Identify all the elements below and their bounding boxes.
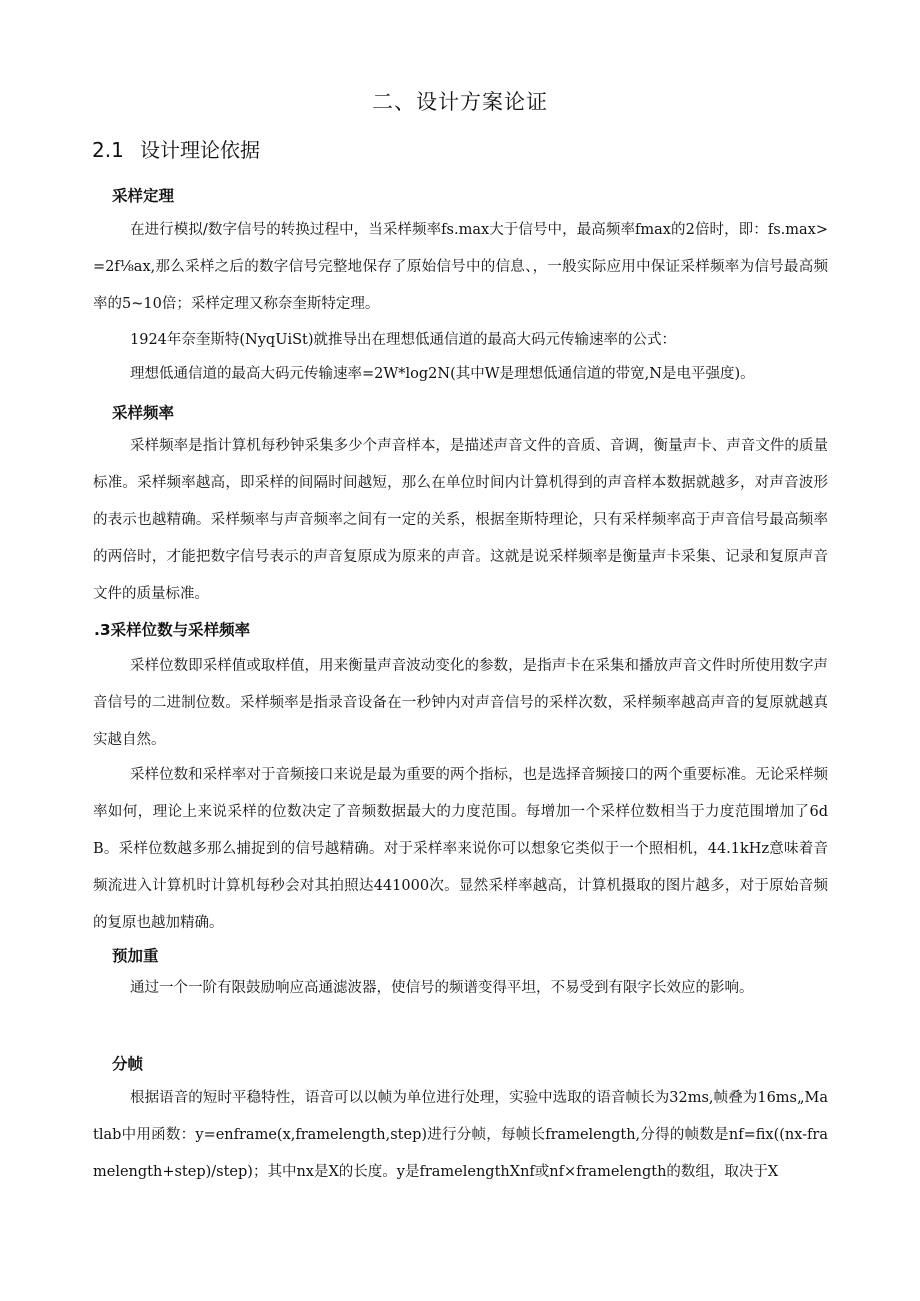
- paragraph-bits-and-rate: 采样位数和采样率对于音频接口来说是最为重要的两个指标，也是选择音频接口的两个重要标准。无论采样频率如何，理论上来说采样的位数决定了音频数据最大的力度范围。每增加一个采样位数相当于力度范围增加了6dB。采样位数越多那么捕捉到的信号越精确。对于采样率来说你可以想象它类似于一个照相机，44.1kHz意味着音频流进入计算机时计算机每秒会对其拍照达441000次。显然采样率越高，计算机摄取的图片越多，对于原始音频的复原也越加精确。: [93, 767, 828, 931]
- subheading-preemphasis: 预加重: [112, 947, 159, 965]
- section-heading: [92, 134, 260, 163]
- paragraph-max-rate-formula: 理想低通信道的最高大码元传输速率=2W*log2N(其中W是理想低通信道的带宽,N是电平强度)。: [130, 366, 755, 382]
- subheading-sampling-theorem: 采样定理: [112, 187, 175, 205]
- paragraph-nyquist-1924: 1924年奈奎斯特(NyqUiSt)就推导出在理想低通信道的最高大码元传输速率的公式：: [130, 332, 676, 348]
- subheading-framing: 分帧: [112, 1055, 144, 1073]
- paragraph-sampling-bits: 采样位数即采样值或取样值，用来衡量声音波动变化的参数，是指声卡在采集和播放声音文件时所使用数字声音信号的二进制位数。采样频率是指录音设备在一秒钟内对声音信号的采样次数，采样频率越高声音的复原就越真实越自然。: [93, 658, 828, 748]
- subheading-bits-and-frequency: .3采样位数与采样频率: [94, 621, 251, 639]
- subheading-sampling-frequency: 采样频率: [112, 404, 175, 422]
- chapter-title: 二、设计方案论证: [372, 90, 548, 114]
- paragraph-preemphasis: 通过一个一阶有限鼓励响应高通滤波器，使信号的频谱变得平坦，不易受到有限字长效应的影响。: [130, 980, 754, 996]
- section-title: 设计理论依据: [140, 138, 260, 162]
- paragraph-sampling-frequency: 采样频率是指计算机每秒钟采集多少个声音样本，是描述声音文件的音质、音调，衡量声卡、声音文件的质量标准。采样频率越高，即采样的间隔时间越短，那么在单位时间内计算机得到的声音样本数据就越多，对声音波形的表示也越精确。采样频率与声音频率之间有一定的关系，根据奎斯特理论，只有采样频率高于声音信号最高频率的两倍时，才能把数字信号表示的声音复原成为原来的声音。这就是说采样频率是衡量声卡采集、记录和复原声音文件的质量标准。: [93, 438, 828, 602]
- paragraph-framing: 根据语音的短时平稳特性，语音可以以帧为单位进行处理，实验中选取的语音帧长为32ms,帧叠为16ms„Matlab中用函数：y=enframe(x,framelength,step)进行分帧，每帧长framelength,分得的帧数是nf=fix((nx-framelength+step)/step)；其中nx是X的长度。y是framelengthXnf或nf×framelength的数组，取决于X: [93, 1090, 828, 1180]
- paragraph-sampling-theorem: 在进行模拟/数字信号的转换过程中，当采样频率fs.max大于信号中，最高频率fmax的2倍时，即：fs.max>=2f⅛ax,那么采样之后的数字信号完整地保存了原始信号中的信息、，一般实际应用中保证采样频率为信号最高频率的5~10倍；采样定理又称奈奎斯特定理。: [93, 222, 828, 312]
- section-number: 2.1: [92, 138, 124, 162]
